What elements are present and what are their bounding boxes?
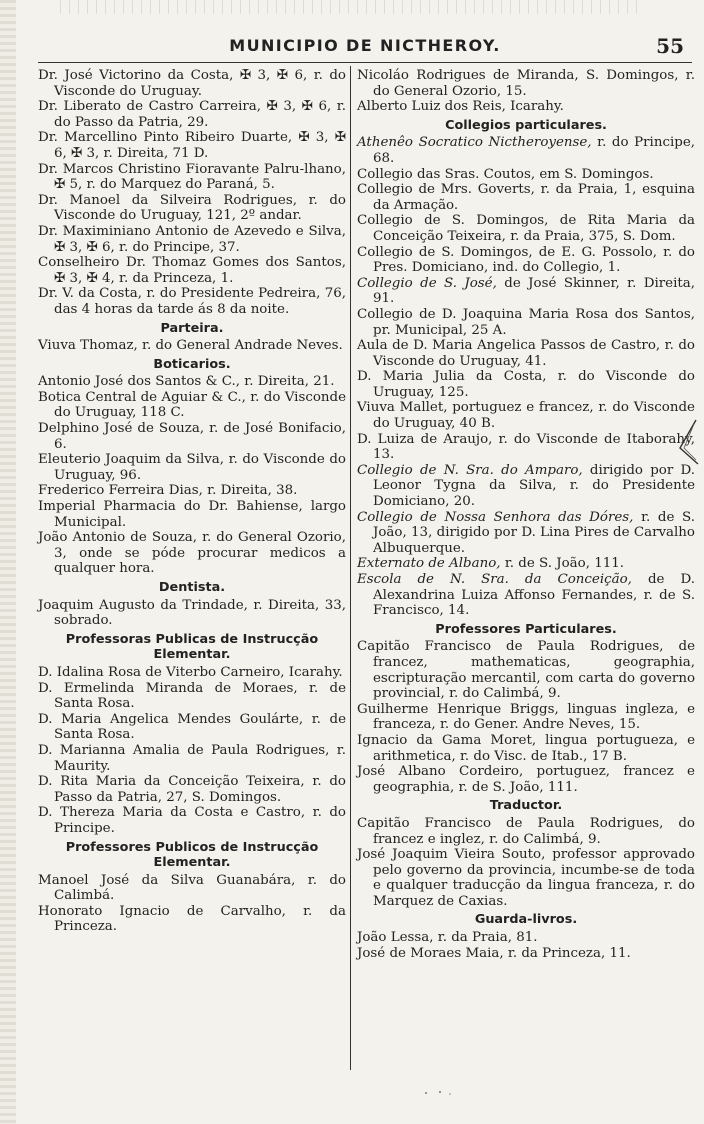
directory-entry: Capitão Francisco de Paula Rodrigues, do francez e inglez, r. do Calimbá, 9. [357,815,695,847]
directory-entry: Dr. Manoel da Silveira Rodrigues, r. do Visconde do Uruguay, 121, 2º andar. [38,192,346,224]
directory-entry: D. Luiza de Araujo, r. do Visconde de Itaborahy, 13. [357,431,695,463]
directory-entry: Capitão Francisco de Paula Rodrigues, de francez, mathematicas, geographia, escripturação mercantil, com carta do governo provincial, r. do Calimbá, 9. [357,639,695,702]
directory-entry: Dr. V. da Costa, r. do Presidente Pedreira, 76, das 4 horas da tarde ás 8 da noite. [38,286,346,317]
entry-text: r. de S. João, 111. [504,556,625,572]
directory-entry: Frederico Ferreira Dias, r. Direita, 38. [38,483,298,499]
directory-entry: Collegio de D. Joaquina Maria Rosa dos Santos, pr. Municipal, 25 A. [357,306,695,338]
binding-edge [0,0,16,1124]
section-heading: Parteira. [160,320,224,336]
section-heading: Professores Publicos de Instrucção Elementar. [65,839,319,871]
directory-entry: Guilherme Henrique Briggs, linguas ingleza, e franceza, r. do Gener. Andre Neves, 15. [357,701,695,733]
directory-entry: Antonio José dos Santos & C., r. Direita, 21. [38,374,335,390]
directory-entry: Nicoláo Rodrigues de Miranda, S. Domingos, r. do General Ozorio, 15. [357,68,695,99]
left-column [38,68,346,935]
entry-italic-name: Escola de N. Sra. da Conceição, [357,572,632,587]
directory-entry: Dr. Marcos Christino Fioravante Palru-lhano, ✠ 5, r. do Marquez do Paraná, 5. [38,161,346,193]
directory-entry: Aula de D. Maria Angelica Passos de Castro, r. do Visconde do Uruguay, 41. [357,338,695,369]
entry-italic-name: Collegio de N. Sra. do Amparo, [357,462,583,478]
directory-entry: D. Idalina Rosa de Viterbo Carneiro, Icarahy. [38,664,343,680]
directory-entry: Joaquim Augusto da Trindade, r. Direita, 33, sobrado. [38,597,346,629]
directory-entry: Collegio das Sras. Coutos, em S. Domingos. [357,166,654,182]
section-heading: Dentista. [158,580,226,595]
directory-entry: Imperial Pharmacia do Dr. Bahiense, largo Municipal. [38,499,346,530]
section-heading: Guarda-livros. [474,912,578,928]
directory-entry: Alberto Luiz dos Reis, Icarahy. [357,99,564,115]
entry-italic-name: Externato de Albano, [357,556,501,572]
directory-entry [357,510,695,557]
directory-entry: João Lessa, r. da Praia, 81. [357,930,538,946]
entry-text: dirigido por D. Leonor Tygna da Silva, r. do Presidente Domiciano, 20. [373,462,695,510]
directory-entry: Viuva Thomaz, r. do General Andrade Neves. [38,338,343,354]
section-heading: Professoras Publicas de Instrucção Elementar. [65,631,319,663]
directory-entry [357,135,695,166]
directory-entry: Dr. José Victorino da Costa, ✠ 3, ✠ 6, r. do Visconde do Uruguay. [38,68,346,99]
show-through-speckle [60,0,644,14]
directory-entry: Collegio de Mrs. Goverts, r. da Praia, 1, esquina da Armação. [357,182,695,213]
directory-entry: D. Ermelinda Miranda de Moraes, r. de Santa Rosa. [38,680,346,712]
directory-entry: D. Thereza Maria da Costa e Castro, r. do Principe. [38,805,346,836]
entry-text: r. de S. João, 13, dirigido por D. Lina Pires de Carvalho Albuquerque. [373,509,695,556]
directory-entry: Honorato Ignacio de Carvalho, r. da Princeza. [38,903,346,935]
directory-entry [357,276,695,307]
entry-text: r. do Principe, 68. [373,135,696,166]
directory-entry: Dr. Marcellino Pinto Ribeiro Duarte, ✠ 3, ✠ 6, ✠ 3, r. Direita, 71 D. [38,130,346,161]
right-column [357,68,695,961]
directory-entry: Conselheiro Dr. Thomaz Gomes dos Santos, ✠ 3, ✠ 4, r. da Princeza, 1. [38,255,346,286]
directory-entry: D. Marianna Amalia de Paula Rodrigues, r. Maurity. [38,742,346,774]
pencil-mark-icon [674,418,702,470]
directory-entry: Ignacio da Gama Moret, lingua portugueza, e arithmetica, r. do Visc. de Itab., 17 B. [357,732,695,764]
directory-entry: Botica Central de Aguiar & C., r. do Visconde do Uruguay, 118 C. [38,389,346,421]
directory-entry: José Albano Cordeiro, portuguez, francez e geographia, r. de S. João, 111. [357,764,695,795]
directory-entry: Collegio de S. Domingos, de E. G. Possolo, r. do Pres. Domiciano, ind. do Collegio, 1. [357,244,695,276]
directory-entry: Dr. Liberato de Castro Carreira, ✠ 3, ✠ 6, r. do Passo da Patria, 29. [38,99,346,130]
directory-entry [357,572,695,619]
column-divider [350,66,351,1070]
section-heading: Traductor. [489,798,563,814]
directory-entry: D. Maria Angelica Mendes Goulárte, r. de Santa Rosa. [38,711,346,743]
directory-entry: Dr. Maximiniano Antonio de Azevedo e Silva, ✠ 3, ✠ 6, r. do Principe, 37. [38,223,346,255]
directory-entry [357,556,695,572]
directory-entry: D. Rita Maria da Conceição Teixeira, r. do Passo da Patria, 27, S. Domingos. [38,774,346,805]
footer-specks-icon [420,1088,460,1098]
section-heading: Boticarios. [153,356,231,372]
directory-entry: Collegio de S. Domingos, de Rita Maria da Conceição Teixeira, r. da Praia, 375, S. Dom. [357,213,695,244]
page-number: 55 [656,34,684,58]
directory-entry: D. Maria Julia da Costa, r. do Visconde do Uruguay, 125. [357,369,695,400]
directory-entry [357,463,695,510]
directory-entry: José de Moraes Maia, r. da Princeza, 11. [357,945,631,961]
entry-italic-name: Athenêo Socratico Nictheroyense, [357,135,592,151]
section-heading: Collegios particulares. [445,117,607,133]
directory-entry: João Antonio de Souza, r. do General Ozorio, 3, onde se póde procurar medicos a qualquer hora. [38,530,346,577]
entry-italic-name: Collegio de S. José, [357,275,497,291]
page-title: MUNICIPIO DE NICTHEROY. [229,36,501,55]
entry-text: de D. Alexandrina Luiza Affonso Fernandes, r. de S. Francisco, 14. [373,572,695,619]
section-heading: Professores Particulares. [435,621,617,637]
running-head [38,34,692,63]
entry-italic-name: Collegio de Nossa Senhora das Dóres, [357,509,634,525]
entry-text: de José Skinner, r. Direita, 91. [373,275,695,307]
directory-entry: Eleuterio Joaquim da Silva, r. do Visconde do Uruguay, 96. [38,452,346,483]
directory-entry: Delphino José de Souza, r. de José Bonifacio, 6. [38,421,346,452]
directory-entry: Viuva Mallet, portuguez e francez, r. do Visconde do Uruguay, 40 B. [357,400,695,432]
directory-entry: Manoel José da Silva Guanabára, r. do Calimbá. [38,872,346,904]
directory-entry: José Joaquim Vieira Souto, professor approvado pelo governo da provincia, incumbe-se de toda e qualquer traducção da lingua franceza, r. do Marquez de Caxias. [357,847,695,909]
